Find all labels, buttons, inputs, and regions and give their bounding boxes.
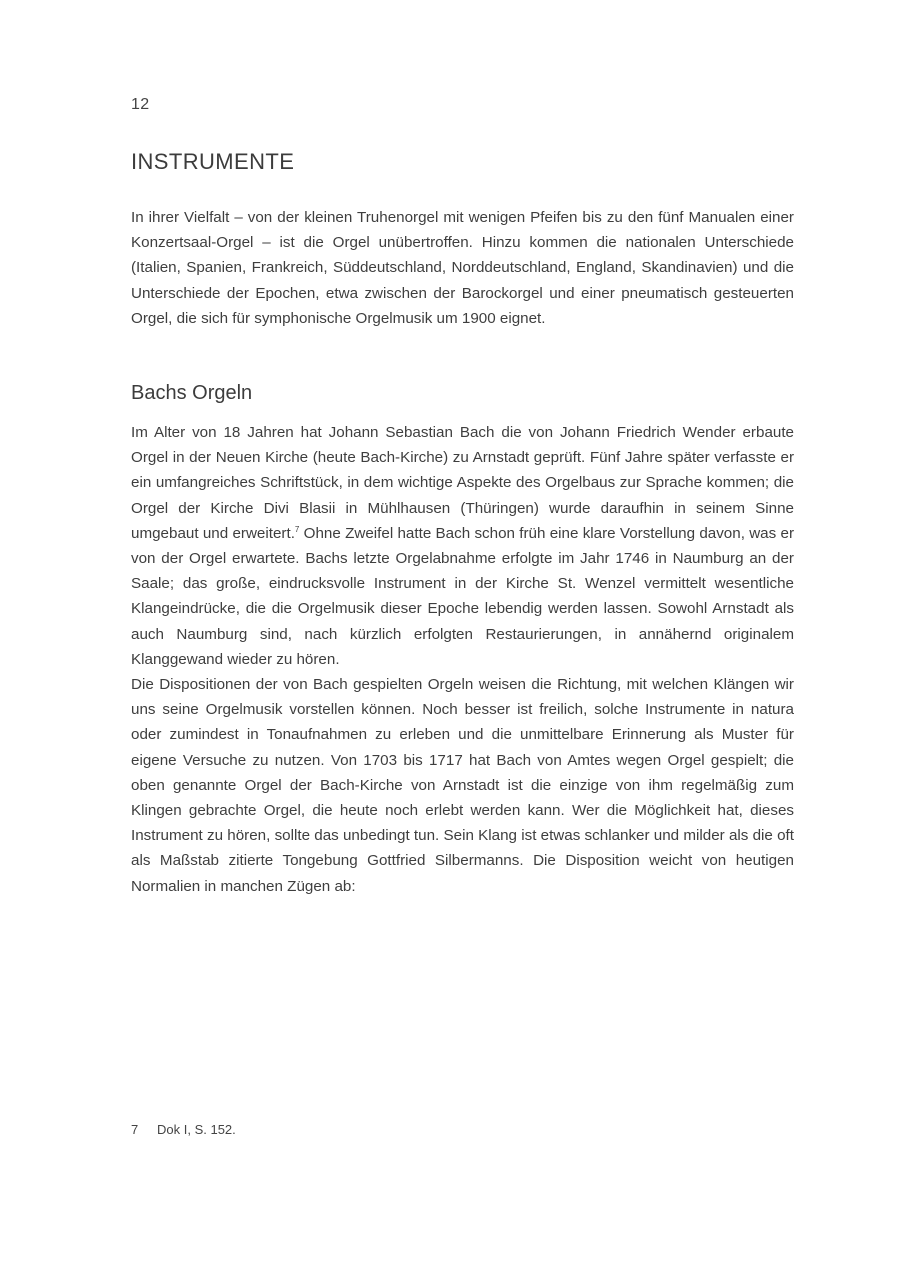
intro-paragraph: In ihrer Vielfalt – von der kleinen Truhenorgel mit wenigen Pfeifen bis zu den fünf Manualen einer Konzertsaal-Orgel – ist die Orgel unübertroffen. Hinzu kommen die nationalen Unterschiede (Italien, Spanien, Frankreich, Süddeutschland, Norddeutschland, England, Skandinavien) und die Unterschiede der Epochen, etwa zwischen der Barockorgel und einer pneumatisch gesteuerten Orgel, die sich für symphonische Orgelmusik um 1900 eignet. (131, 209, 794, 327)
footnote (131, 1122, 236, 1137)
paragraph-1-part-1: Im Alter von 18 Jahren hat Johann Sebastian Bach die von Johann Friedrich Wender erbaute Orgel in der Neuen Kirche (heute Bach-Kirche) zu Arnstadt geprüft. Fünf Jahre später verfasste er ein umfangreiches Schriftstück, in dem wichtige Aspekte des Orgelbaus zur Sprache kommen; die Orgel der Kirche Divi Blasii in Mühlhausen (Thüringen) wurde daraufhin in seinem Sinne umgebaut und erweitert. (131, 424, 794, 542)
paragraph-2: Die Dispositionen der von Bach gespielten Orgeln weisen die Richtung, mit welchen Klängen wir uns seine Orgelmusik vorstellen können. Noch besser ist freilich, solche Instrumente in natura oder zumindest in Tonaufnahmen zu erleben und die unmittelbare Erinnerung als Muster für eigene Versuche zu nutzen. Von 1703 bis 1717 hat Bach von Amtes wegen Orgel gespielt; die oben genannte Orgel der Bach-Kirche von Arnstadt ist die einzige von ihm regelmäßig zum Klingen gebrachte Orgel, die heute noch erlebt werden kann. Wer die Möglichkeit hat, dieses Instrument zu hören, sollte das unbedingt tun. Sein Klang ist etwas schlanker und milder als die oft als Maßstab zitierte Tongebung Gottfried Silbermanns. Die Disposition weicht von heutigen Normalien in manchen Zügen ab: (131, 676, 794, 895)
section-title: Bachs Orgeln (131, 382, 253, 404)
footnote-number: 7 (131, 1122, 139, 1137)
footnote-text: Dok I, S. 152. (157, 1122, 236, 1137)
chapter-title: INSTRUMENTE (131, 149, 295, 174)
paragraph-1-part-2: Ohne Zweifel hatte Bach schon früh eine klare Vorstellung davon, was er von der Orgel erwartete. Bachs letzte Orgelabnahme erfolgte im Jahr 1746 in Naumburg an der Saale; das große, eindrucksvolle Instrument in der Kirche St. Wenzel vermittelt wesentliche Klangeindrücke, die die Orgelmusik dieser Epoche lebendig werden lassen. Sowohl Arnstadt als auch Naumburg sind, nach kürzlich erfolgten Restaurierungen, in annähernd originalem Klanggewand wieder zu hören. (131, 524, 794, 668)
page-number: 12 (131, 96, 150, 113)
section-body (131, 420, 794, 899)
footnote-reference[interactable]: 7 (294, 524, 300, 534)
